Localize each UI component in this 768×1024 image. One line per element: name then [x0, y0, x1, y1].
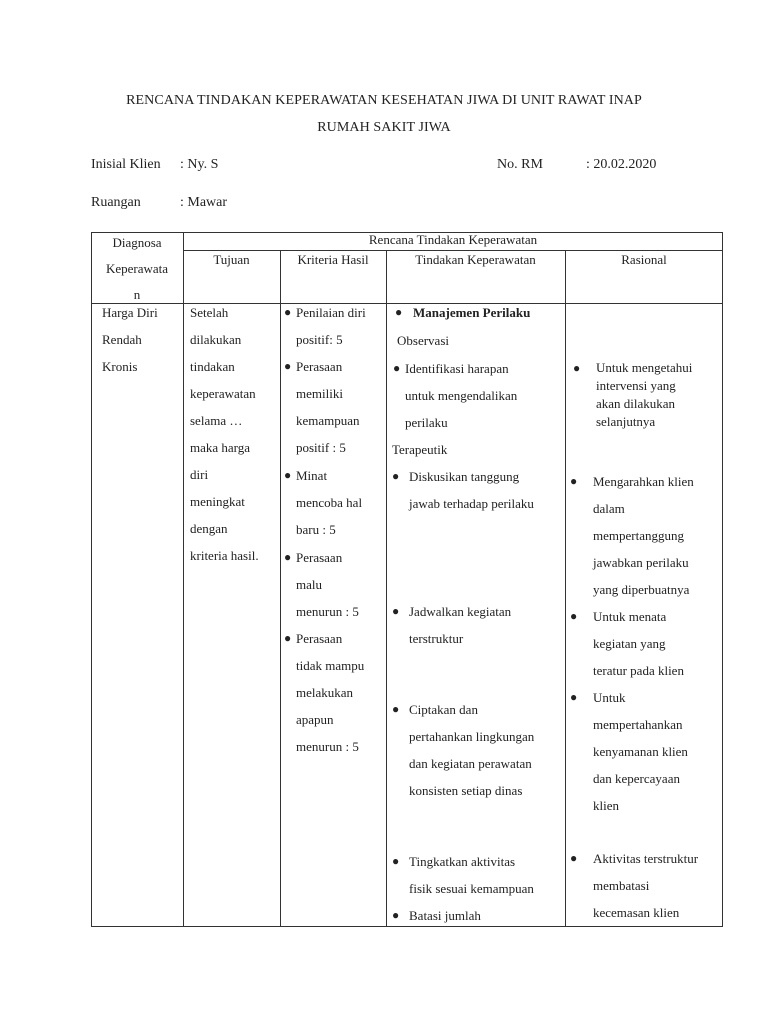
bullet-icon: ●	[284, 468, 292, 482]
bullet-icon: ●	[570, 690, 578, 704]
tindakan-observasi-label: Observasi	[397, 333, 449, 348]
bullet-icon: ●	[392, 604, 400, 618]
bullet-icon: ●	[284, 305, 292, 319]
document-title-line2: RUMAH SAKIT JIWA	[317, 120, 451, 135]
rasional-item: ● Untuk menata kegiatan yang teratur pada klien	[570, 603, 721, 684]
tindakan-item: ● Ciptakan dan pertahankan lingkungan dan kegiatan perawatan konsisten setiap dinas	[392, 696, 564, 804]
header-kriteria: Kriteria Hasil	[297, 252, 369, 267]
header-rencana: Rencana Tindakan Keperawatan	[368, 232, 538, 247]
rasional-item: ● Untuk mempertahankan kenyamanan klien dan kepercayaan klien	[570, 684, 721, 819]
col-divider-2	[280, 250, 281, 927]
rasional-item: ● Untuk mengetahui intervensi yang akan dilakukan selanjutnya	[573, 360, 693, 429]
rasional-item: ● Mengarahkan klien dalam mempertanggung jawabkan perilaku yang diperbuatnya	[570, 468, 721, 603]
header-tindakan: Tindakan Keperawatan	[415, 252, 536, 267]
bullet-icon: ●	[392, 469, 400, 483]
bullet-icon: ●	[284, 550, 292, 564]
col-divider-4	[565, 250, 566, 927]
tindakan-item: ● Jadwalkan kegiatan terstruktur	[392, 598, 564, 652]
tindakan-item: ● Tingkatkan aktivitas fisik sesuai kemampuan	[392, 848, 564, 902]
inisial-label: Inisial Klien	[91, 157, 161, 172]
inisial-value: : Ny. S	[180, 157, 219, 172]
bullet-icon: ●	[392, 908, 400, 922]
kriteria-item: ● Minat mencoba hal baru : 5	[284, 462, 384, 543]
ruangan-label: Ruangan	[91, 195, 141, 210]
tindakan-item: ● Diskusikan tanggung jawab terhadap perilaku	[392, 463, 564, 517]
ruangan-value: : Mawar	[180, 195, 228, 210]
bullet-icon: ●	[284, 631, 292, 645]
bullet-icon: ●	[573, 361, 581, 375]
kriteria-item: ● Penilaian diri positif: 5	[284, 299, 384, 353]
tindakan-heading: ● Manajemen Perilaku	[395, 299, 563, 326]
tujuan-cell: Setelah dilakukan tindakan keperawatan selama … maka harga diri meningkat dengan kriteria hasil.	[190, 305, 259, 563]
col-divider-1	[183, 232, 184, 927]
diagnosa-cell: Harga Diri Rendah Kronis	[102, 305, 158, 374]
header-tujuan: Tujuan	[213, 252, 250, 267]
kriteria-item: ● Perasaan malu menurun : 5	[284, 544, 384, 625]
tindakan-observasi-item: ● Identifikasi harapan untuk mengendalikan perilaku	[393, 355, 563, 436]
col-divider-3	[386, 250, 387, 927]
bullet-icon: ●	[393, 361, 401, 375]
bullet-icon: ●	[570, 609, 578, 623]
bullet-icon: ●	[570, 851, 578, 865]
rasional-item: ● Aktivitas terstruktur membatasi kecemasan klien	[570, 845, 721, 926]
norm-label: No. RM	[497, 157, 543, 172]
bullet-icon: ●	[392, 854, 400, 868]
document-title-line1: RENCANA TINDAKAN KEPERAWATAN KESEHATAN JIWA DI UNIT RAWAT INAP	[126, 93, 642, 108]
header-rasional: Rasional	[621, 252, 667, 267]
bullet-icon: ●	[395, 305, 403, 319]
kriteria-item: ● Perasaan memiliki kemampuan positif : 5	[284, 353, 384, 461]
tindakan-item: ● Batasi jumlah	[392, 902, 564, 929]
tindakan-terapeutik-label: Terapeutik	[392, 442, 448, 457]
bullet-icon: ●	[284, 359, 292, 373]
bullet-icon: ●	[570, 474, 578, 488]
header-diagnosa: Diagnosa Keperawata n	[105, 235, 169, 302]
bullet-icon: ●	[392, 702, 400, 716]
kriteria-item: ● Perasaan tidak mampu melakukan apapun menurun : 5	[284, 625, 384, 760]
norm-value: : 20.02.2020	[586, 157, 657, 172]
